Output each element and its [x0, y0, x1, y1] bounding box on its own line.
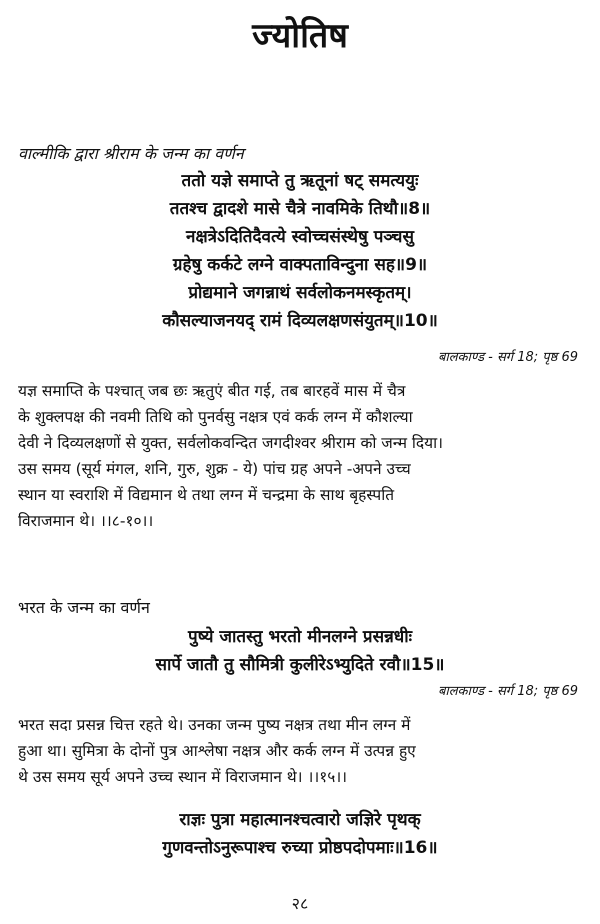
source-reference: बालकाण्ड - सर्ग 18; पृष्ठ 69 — [437, 684, 578, 699]
verse-line: नक्षत्रेऽदितिदैवत्ये स्वोच्चसंस्थेषु पञ्चसु — [186, 227, 414, 247]
verse-line: प्रोद्यमाने जगन्नाथं सर्वलोकनमस्कृतम्। — [188, 283, 412, 303]
paragraph-line: विराजमान थे। ।।८-१०।। — [18, 512, 154, 530]
paragraph-line: हुआ था। सुमित्रा के दोनों पुत्र आश्लेषा नक्षत्र और कर्क लग्न में उत्पन्न हुए — [18, 742, 416, 760]
paragraph-line: के शुक्लपक्ष की नवमी तिथि को पुनर्वसु नक्षत्र एवं कर्क लग्न में कौशल्या — [18, 408, 413, 426]
paragraph-line: स्थान या स्वराशि में विद्यमान थे तथा लग्न में चन्द्रमा के साथ बृहस्पति — [18, 486, 395, 504]
paragraph-line: उस समय (सूर्य मंगल, शनि, गुरु, शुक्र - ये) पांच ग्रह अपने -अपने उच्च — [18, 460, 411, 478]
section-heading-bharat-birth: भरत के जन्म का वर्णन — [18, 598, 150, 617]
source-reference: बालकाण्ड - सर्ग 18; पृष्ठ 69 — [437, 350, 578, 365]
verse-line: गुणवन्तोऽनुरूपाश्च रुच्या प्रोष्ठपदोपमाः॥16॥ — [162, 838, 438, 858]
verse-line: ततश्च द्वादशे मासे चैत्रे नावमिके तिथौ॥8॥ — [169, 199, 431, 219]
verse-block-ram-birth — [0, 167, 600, 335]
verse-line: राज्ञः पुत्रा महात्मानश्चत्वारो जज्ञिरे पृथक् — [179, 810, 421, 830]
verse-line: सार्पे जातौ तु सौमित्री कुलीरेऽभ्युदिते रवौ॥15॥ — [155, 655, 445, 675]
paragraph-line: यज्ञ समाप्ति के पश्चात् जब छः ऋतुएं बीत गई, तब बारहवें मास में चैत्र — [18, 382, 406, 400]
paragraph-line: देवी ने दिव्यलक्षणों से युक्त, सर्वलोकवन्दित जगदीश्वर श्रीराम को जन्म दिया। — [18, 434, 444, 452]
section-heading-ram-birth: वाल्मीकि द्वारा श्रीराम के जन्म का वर्णन — [18, 144, 244, 163]
verse-block-bharat-birth — [0, 623, 600, 679]
paragraph-line: भरत सदा प्रसन्न चित्त रहते थे। उनका जन्म पुष्य नक्षत्र तथा मीन लग्न में — [18, 716, 411, 734]
verse-block-closing — [0, 806, 600, 862]
page-title: ज्योतिष — [252, 16, 348, 56]
verse-line: पुष्ये जातस्तु भरतो मीनलग्ने प्रसन्नधीः — [187, 627, 413, 647]
translation-paragraph — [18, 712, 583, 790]
page-number: २८ — [291, 894, 309, 913]
verse-line: ग्रहेषु कर्कटे लग्ने वाक्पताविन्दुना सह॥9॥ — [172, 255, 428, 275]
paragraph-line: थे उस समय सूर्य अपने उच्च स्थान में विराजमान थे। ।।१५।। — [18, 768, 348, 786]
translation-paragraph — [18, 378, 583, 534]
verse-line: ततो यज्ञे समाप्ते तु ऋतूनां षट् समत्ययुः — [181, 171, 419, 191]
verse-line: कौसल्याजनयद् रामं दिव्यलक्षणसंयुतम्॥10॥ — [162, 311, 438, 331]
